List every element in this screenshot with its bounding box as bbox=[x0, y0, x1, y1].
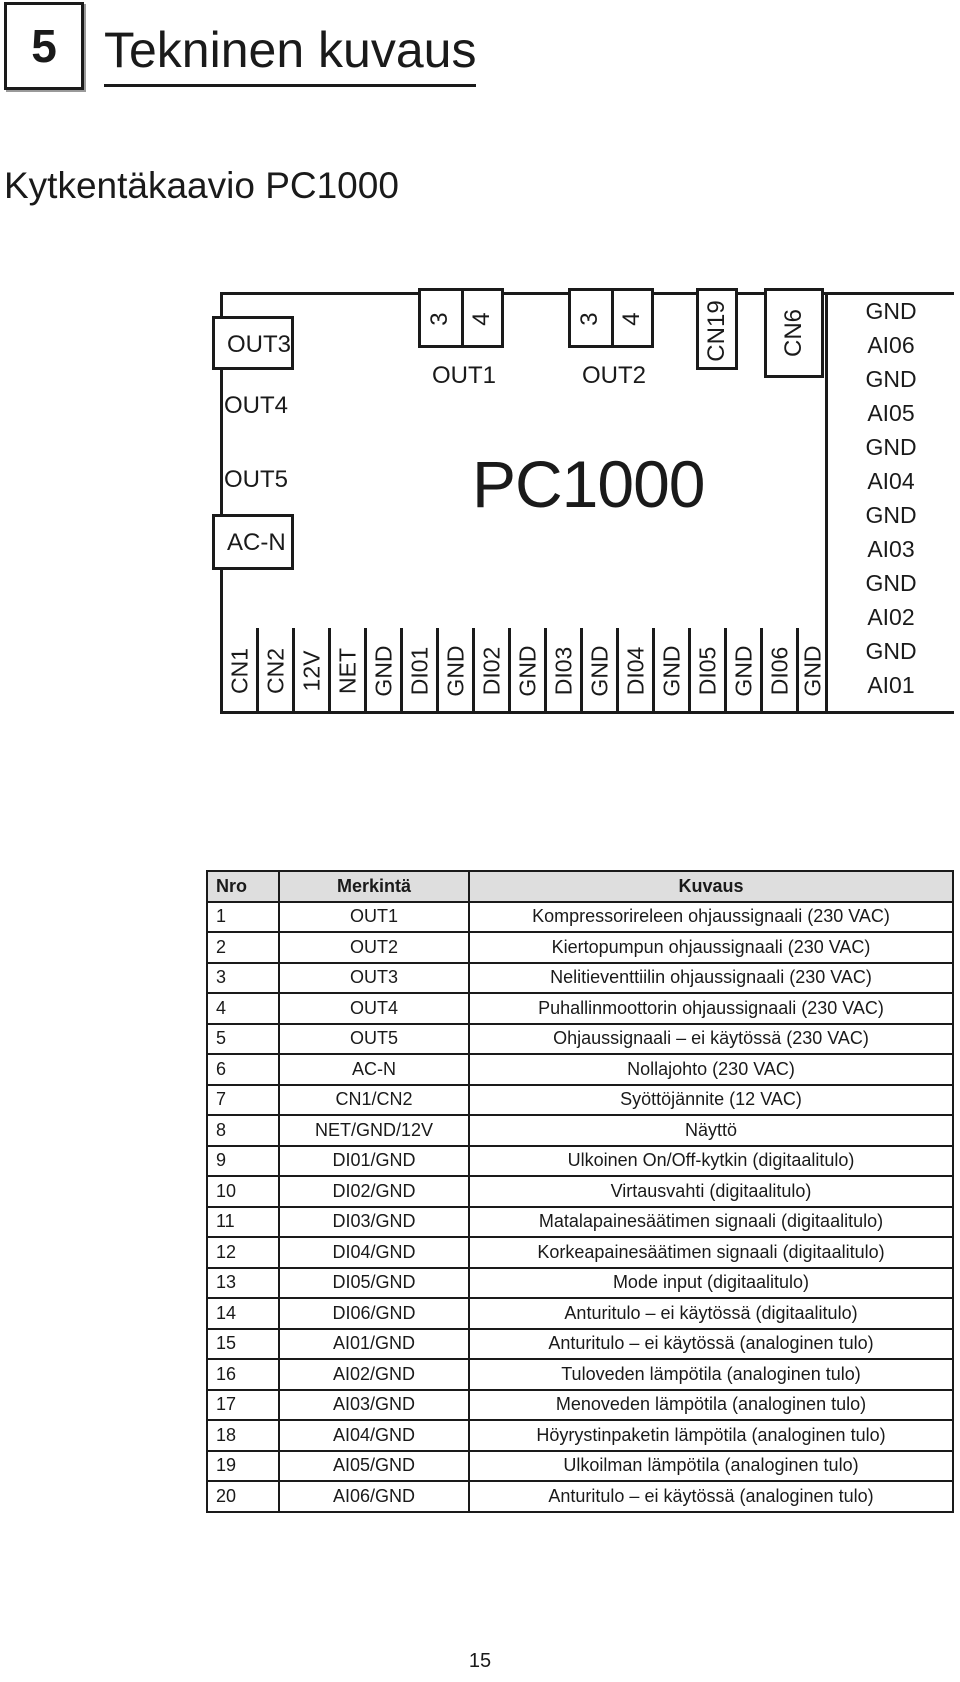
connector-cn19 bbox=[696, 288, 738, 370]
bottom-pin-gnd: GND bbox=[436, 628, 472, 714]
cell-merkinta: AI05/GND bbox=[279, 1451, 469, 1482]
out1-pin-3: 3 bbox=[426, 312, 453, 326]
section-number-box bbox=[4, 2, 84, 90]
cell-merkinta: OUT5 bbox=[279, 1024, 469, 1055]
connector-label-out5: OUT5 bbox=[224, 466, 289, 493]
page-subtitle: Kytkentäkaavio PC1000 bbox=[4, 165, 399, 206]
table-row bbox=[207, 1298, 953, 1329]
cell-kuvaus: Nelitieventtiilin ohjaussignaali (230 VAC) bbox=[469, 963, 953, 994]
cell-kuvaus: Nollajohto (230 VAC) bbox=[469, 1054, 953, 1085]
bottom-pin-di03: DI03 bbox=[544, 628, 580, 714]
right-pin-gnd: GND bbox=[865, 297, 917, 324]
cell-merkinta: OUT2 bbox=[279, 932, 469, 963]
table-row bbox=[207, 1420, 953, 1451]
section-number: 5 bbox=[31, 20, 57, 72]
cell-kuvaus: Korkeapainesäätimen signaali (digitaalitulo) bbox=[469, 1237, 953, 1268]
cell-merkinta: OUT4 bbox=[279, 993, 469, 1024]
connector-out2 bbox=[568, 288, 654, 348]
cell-kuvaus: Matalapainesäätimen signaali (digitaalitulo) bbox=[469, 1207, 953, 1238]
bottom-pin-net: NET bbox=[328, 628, 364, 714]
table-row bbox=[207, 1451, 953, 1482]
connector-out1 bbox=[418, 288, 504, 348]
table-row bbox=[207, 932, 953, 963]
right-pin-gnd: GND bbox=[865, 569, 917, 596]
section-title: Tekninen kuvaus bbox=[104, 18, 476, 87]
table-row bbox=[207, 1146, 953, 1177]
bottom-pin-cn1: CN1 bbox=[220, 628, 256, 714]
cell-kuvaus: Ulkoilman lämpötila (analoginen tulo) bbox=[469, 1451, 953, 1482]
cell-merkinta: AI02/GND bbox=[279, 1359, 469, 1390]
cell-kuvaus: Näyttö bbox=[469, 1115, 953, 1146]
cell-nro: 14 bbox=[207, 1298, 279, 1329]
cell-merkinta: AI06/GND bbox=[279, 1481, 469, 1512]
connector-cn6 bbox=[764, 288, 824, 378]
right-pin-gnd: GND bbox=[865, 433, 917, 460]
bottom-pin-di01: DI01 bbox=[400, 628, 436, 714]
cell-kuvaus: Virtausvahti (digitaalitulo) bbox=[469, 1176, 953, 1207]
board-title: PC1000 bbox=[472, 447, 705, 521]
col-header-nro: Nro bbox=[207, 871, 279, 902]
cell-kuvaus: Anturitulo – ei käytössä (analoginen tulo) bbox=[469, 1329, 953, 1360]
cell-nro: 20 bbox=[207, 1481, 279, 1512]
table-row bbox=[207, 902, 953, 933]
cell-nro: 11 bbox=[207, 1207, 279, 1238]
cell-merkinta: OUT3 bbox=[279, 963, 469, 994]
cell-kuvaus: Ohjaussignaali – ei käytössä (230 VAC) bbox=[469, 1024, 953, 1055]
cell-merkinta: OUT1 bbox=[279, 902, 469, 933]
cell-nro: 7 bbox=[207, 1085, 279, 1116]
bottom-pin-di02: DI02 bbox=[472, 628, 508, 714]
connector-label: AC-N bbox=[227, 529, 286, 556]
cell-kuvaus: Höyrystinpaketin lämpötila (analoginen tulo) bbox=[469, 1420, 953, 1451]
cell-nro: 16 bbox=[207, 1359, 279, 1390]
table-row bbox=[207, 1481, 953, 1512]
right-pin-ai02: AI02 bbox=[867, 603, 915, 630]
cell-nro: 6 bbox=[207, 1054, 279, 1085]
bottom-pin-gnd: GND bbox=[508, 628, 544, 714]
connection-table bbox=[206, 870, 954, 1513]
out2-pin-3: 3 bbox=[576, 312, 603, 326]
cell-kuvaus: Anturitulo – ei käytössä (digitaalitulo) bbox=[469, 1298, 953, 1329]
table-row bbox=[207, 1085, 953, 1116]
cell-merkinta: AC-N bbox=[279, 1054, 469, 1085]
right-pin-ai03: AI03 bbox=[867, 535, 915, 562]
cell-kuvaus: Kompressorireleen ohjaussignaali (230 VAC) bbox=[469, 902, 953, 933]
table-row bbox=[207, 993, 953, 1024]
bottom-pin-gnd: GND bbox=[580, 628, 616, 714]
cell-kuvaus: Menoveden lämpötila (analoginen tulo) bbox=[469, 1390, 953, 1421]
cell-nro: 4 bbox=[207, 993, 279, 1024]
cell-kuvaus: Anturitulo – ei käytössä (analoginen tulo) bbox=[469, 1481, 953, 1512]
table-row bbox=[207, 1024, 953, 1055]
table-row bbox=[207, 1115, 953, 1146]
cell-kuvaus: Syöttöjännite (12 VAC) bbox=[469, 1085, 953, 1116]
bottom-pin-gnd: GND bbox=[724, 628, 760, 714]
bottom-pin-di06: DI06 bbox=[760, 628, 796, 714]
connector-label-out4: OUT4 bbox=[224, 392, 289, 419]
col-header-kuvaus: Kuvaus bbox=[469, 871, 953, 902]
out1-pin-4: 4 bbox=[468, 312, 495, 326]
table-row bbox=[207, 963, 953, 994]
right-pin-ai01: AI01 bbox=[867, 671, 915, 698]
table-row bbox=[207, 1237, 953, 1268]
cell-merkinta: DI04/GND bbox=[279, 1237, 469, 1268]
cell-nro: 12 bbox=[207, 1237, 279, 1268]
cell-nro: 2 bbox=[207, 932, 279, 963]
table-row bbox=[207, 1268, 953, 1299]
cn19-label: CN19 bbox=[703, 300, 730, 362]
cell-merkinta: DI03/GND bbox=[279, 1207, 469, 1238]
bottom-pin-di04: DI04 bbox=[616, 628, 652, 714]
cell-nro: 19 bbox=[207, 1451, 279, 1482]
cell-nro: 9 bbox=[207, 1146, 279, 1177]
right-pin-ai06: AI06 bbox=[867, 331, 915, 358]
right-pin-gnd: GND bbox=[865, 637, 917, 664]
table-row bbox=[207, 1054, 953, 1085]
right-pin-gnd: GND bbox=[865, 365, 917, 392]
right-pin-ai05: AI05 bbox=[867, 399, 915, 426]
cell-kuvaus: Mode input (digitaalitulo) bbox=[469, 1268, 953, 1299]
connector-out3 bbox=[212, 316, 294, 370]
col-header-merkinta: Merkintä bbox=[279, 871, 469, 902]
cell-nro: 5 bbox=[207, 1024, 279, 1055]
cell-merkinta: DI01/GND bbox=[279, 1146, 469, 1177]
bottom-pin-gnd: GND bbox=[796, 628, 826, 714]
cell-merkinta: NET/GND/12V bbox=[279, 1115, 469, 1146]
right-pin-gnd: GND bbox=[865, 501, 917, 528]
cell-nro: 3 bbox=[207, 963, 279, 994]
out2-label: OUT2 bbox=[582, 362, 647, 389]
cell-nro: 1 bbox=[207, 902, 279, 933]
cell-kuvaus: Kiertopumpun ohjaussignaali (230 VAC) bbox=[469, 932, 953, 963]
connector-ac-n bbox=[212, 514, 294, 570]
bottom-pin-12v: 12V bbox=[292, 628, 328, 714]
table-row bbox=[207, 1207, 953, 1238]
cell-kuvaus: Ulkoinen On/Off-kytkin (digitaalitulo) bbox=[469, 1146, 953, 1177]
cell-merkinta: DI06/GND bbox=[279, 1298, 469, 1329]
cell-kuvaus: Tuloveden lämpötila (analoginen tulo) bbox=[469, 1359, 953, 1390]
bottom-pin-gnd: GND bbox=[364, 628, 400, 714]
cell-merkinta: CN1/CN2 bbox=[279, 1085, 469, 1116]
cell-nro: 13 bbox=[207, 1268, 279, 1299]
cell-nro: 18 bbox=[207, 1420, 279, 1451]
table-header-row bbox=[207, 871, 953, 902]
cell-merkinta: AI03/GND bbox=[279, 1390, 469, 1421]
cell-merkinta: DI02/GND bbox=[279, 1176, 469, 1207]
table-row bbox=[207, 1176, 953, 1207]
cn6-label: CN6 bbox=[780, 309, 807, 358]
bottom-pin-gnd: GND bbox=[652, 628, 688, 714]
table-row bbox=[207, 1390, 953, 1421]
table-row bbox=[207, 1329, 953, 1360]
cell-nro: 15 bbox=[207, 1329, 279, 1360]
right-pin-ai04: AI04 bbox=[867, 467, 915, 494]
cell-nro: 8 bbox=[207, 1115, 279, 1146]
out1-label: OUT1 bbox=[432, 362, 497, 389]
cell-nro: 10 bbox=[207, 1176, 279, 1207]
bottom-pin-cn2: CN2 bbox=[256, 628, 292, 714]
out2-pin-4: 4 bbox=[618, 312, 645, 326]
cell-merkinta: DI05/GND bbox=[279, 1268, 469, 1299]
page-number: 15 bbox=[468, 1650, 492, 1672]
bottom-pin-di05: DI05 bbox=[688, 628, 724, 714]
cell-merkinta: AI01/GND bbox=[279, 1329, 469, 1360]
cell-nro: 17 bbox=[207, 1390, 279, 1421]
cell-merkinta: AI04/GND bbox=[279, 1420, 469, 1451]
table-row bbox=[207, 1359, 953, 1390]
connector-label: OUT3 bbox=[227, 331, 292, 358]
wiring-diagram bbox=[220, 292, 954, 714]
cell-kuvaus: Puhallinmoottorin ohjaussignaali (230 VAC) bbox=[469, 993, 953, 1024]
